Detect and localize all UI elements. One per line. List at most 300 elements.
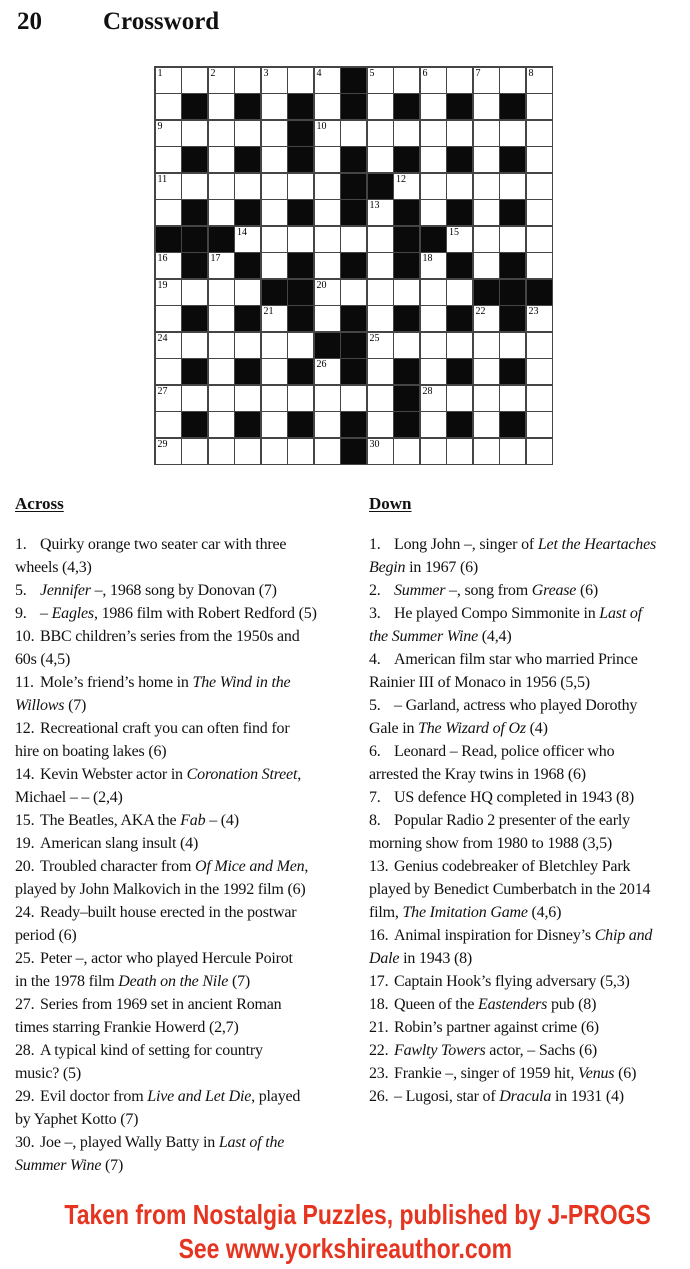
- grid-cell[interactable]: [209, 253, 234, 278]
- grid-cell-number: 19: [157, 279, 168, 291]
- clue-line: 8. Popular Radio 2 presenter of the early: [369, 809, 689, 832]
- grid-cell[interactable]: [341, 280, 366, 305]
- grid-cell-number: 20: [316, 279, 327, 291]
- grid-cell[interactable]: [235, 174, 260, 199]
- grid-cell-number: 30: [369, 438, 380, 450]
- grid-cell[interactable]: [368, 68, 393, 93]
- clue-number: 24.: [15, 904, 35, 921]
- grid-cell-number: 5: [369, 67, 375, 79]
- grid-cell[interactable]: [235, 227, 260, 252]
- clue-number: 18.: [369, 996, 389, 1013]
- clue-number: 5.: [369, 697, 381, 714]
- grid-cell[interactable]: [235, 280, 260, 305]
- clue-line: morning show from 1980 to 1988 (3,5): [369, 835, 613, 852]
- grid-cell[interactable]: [447, 333, 472, 358]
- grid-cell-black: [235, 412, 260, 437]
- grid-cell-black: [235, 94, 260, 119]
- grid-cell[interactable]: [368, 94, 393, 119]
- grid-cell[interactable]: [262, 200, 287, 225]
- clue-line: Willows (7): [15, 697, 87, 714]
- grid-cell[interactable]: [394, 174, 419, 199]
- grid-cell[interactable]: [421, 280, 446, 305]
- grid-cell-number: 7: [475, 67, 481, 79]
- across-column: [15, 494, 367, 1177]
- clue-line: 11. Mole’s friend’s home in The Wind in the: [15, 671, 367, 694]
- grid-cell[interactable]: [262, 68, 287, 93]
- grid-cell-black: [235, 200, 260, 225]
- grid-cell-black: [394, 200, 419, 225]
- clue-across-12: [15, 717, 367, 763]
- grid-cell[interactable]: [394, 68, 419, 93]
- grid-cell[interactable]: [474, 227, 499, 252]
- grid-cell[interactable]: [315, 306, 340, 331]
- grid-cell-black: [288, 412, 313, 437]
- grid-cell[interactable]: [315, 68, 340, 93]
- grid-cell[interactable]: [527, 333, 552, 358]
- grid-cell-black: [447, 412, 472, 437]
- grid-cell-black: [288, 280, 313, 305]
- grid-cell-number: 3: [263, 67, 269, 79]
- clue-number: 22.: [369, 1042, 389, 1059]
- page-footer: [0, 1198, 690, 1266]
- grid-cell[interactable]: [182, 386, 207, 411]
- grid-cell[interactable]: [474, 174, 499, 199]
- grid-cell[interactable]: [474, 94, 499, 119]
- grid-cell-black: [341, 306, 366, 331]
- grid-cell[interactable]: [368, 227, 393, 252]
- grid-cell-number: 10: [316, 120, 327, 132]
- clue-down-4: [369, 648, 689, 694]
- clue-line: 1. Quirky orange two seater car with three: [15, 533, 367, 556]
- grid-cell[interactable]: [421, 147, 446, 172]
- grid-cell[interactable]: [421, 253, 446, 278]
- grid-cell[interactable]: [447, 227, 472, 252]
- grid-cell-number: 6: [422, 67, 428, 79]
- clue-across-30: [15, 1131, 367, 1177]
- grid-cell[interactable]: [500, 386, 525, 411]
- grid-cell[interactable]: [156, 253, 181, 278]
- grid-cell[interactable]: [156, 359, 181, 384]
- clue-line: 13. Genius codebreaker of Bletchley Park: [369, 855, 689, 878]
- grid-cell-black: [341, 200, 366, 225]
- grid-cell[interactable]: [262, 121, 287, 146]
- grid-cell[interactable]: [209, 200, 234, 225]
- clue-line: played by Benedict Cumberbatch in the 2014: [369, 881, 651, 898]
- clue-line: 10. BBC children’s series from the 1950s and: [15, 625, 367, 648]
- grid-cell[interactable]: [421, 359, 446, 384]
- grid-cell[interactable]: [262, 333, 287, 358]
- grid-cell[interactable]: [209, 68, 234, 93]
- page-number: 20: [17, 8, 42, 35]
- grid-cell[interactable]: [474, 200, 499, 225]
- grid-cell[interactable]: [156, 200, 181, 225]
- grid-cell[interactable]: [182, 121, 207, 146]
- grid-cell-black: [182, 200, 207, 225]
- grid-cell-black: [341, 359, 366, 384]
- clue-line: 27. Series from 1969 set in ancient Roman: [15, 993, 367, 1016]
- clue-line: Summer Wine (7): [15, 1157, 124, 1174]
- clue-number: 6.: [369, 743, 381, 760]
- grid-cell[interactable]: [527, 68, 552, 93]
- grid-cell-black: [182, 94, 207, 119]
- grid-cell[interactable]: [156, 439, 181, 464]
- grid-cell[interactable]: [156, 280, 181, 305]
- grid-cell[interactable]: [500, 333, 525, 358]
- grid-cell[interactable]: [209, 439, 234, 464]
- clue-number: 5.: [15, 582, 27, 599]
- grid-cell-black: [341, 174, 366, 199]
- clue-down-3: [369, 602, 689, 648]
- grid-cell[interactable]: [368, 147, 393, 172]
- clue-number: 27.: [15, 996, 35, 1013]
- grid-cell[interactable]: [394, 280, 419, 305]
- grid-cell-number: 23: [528, 306, 539, 317]
- grid-cell[interactable]: [156, 386, 181, 411]
- grid-cell[interactable]: [447, 174, 472, 199]
- grid-cell[interactable]: [527, 200, 552, 225]
- grid-cell[interactable]: [315, 359, 340, 384]
- grid-cell[interactable]: [182, 174, 207, 199]
- grid-cell[interactable]: [315, 94, 340, 119]
- grid-cell-black: [394, 253, 419, 278]
- grid-cell[interactable]: [182, 280, 207, 305]
- grid-cell[interactable]: [447, 439, 472, 464]
- grid-cell[interactable]: [288, 439, 313, 464]
- grid-cell[interactable]: [262, 227, 287, 252]
- clue-line: 26. – Lugosi, star of Dracula in 1931 (4): [369, 1085, 689, 1108]
- grid-cell[interactable]: [341, 121, 366, 146]
- clue-number: 9.: [15, 605, 27, 622]
- grid-cell[interactable]: [341, 227, 366, 252]
- clue-number: 10.: [15, 628, 35, 645]
- grid-cell-black: [394, 147, 419, 172]
- grid-cell[interactable]: [474, 147, 499, 172]
- grid-cell[interactable]: [527, 94, 552, 119]
- clue-line: 29. Evil doctor from Live and Let Die, played: [15, 1085, 367, 1108]
- grid-cell-black: [394, 412, 419, 437]
- grid-cell-black: [156, 227, 181, 252]
- clue-down-18: [369, 993, 689, 1016]
- clue-line: 5. Jennifer –, 1968 song by Donovan (7): [15, 579, 367, 602]
- clue-line: by Yaphet Kotto (7): [15, 1111, 139, 1128]
- grid-cell[interactable]: [209, 412, 234, 437]
- clue-line: 4. American film star who married Prince: [369, 648, 689, 671]
- grid-cell[interactable]: [156, 174, 181, 199]
- clue-number: 12.: [15, 720, 35, 737]
- clue-number: 4.: [369, 651, 381, 668]
- clue-line: 19. American slang insult (4): [15, 832, 367, 855]
- grid-cell-black: [288, 94, 313, 119]
- clue-across-29: [15, 1085, 367, 1131]
- grid-cell-number: 17: [210, 253, 221, 264]
- grid-cell[interactable]: [474, 306, 499, 331]
- grid-cell-black: [500, 200, 525, 225]
- grid-cell-number: 1: [157, 67, 163, 79]
- clue-down-8: [369, 809, 689, 855]
- grid-cell[interactable]: [209, 94, 234, 119]
- grid-cell[interactable]: [156, 412, 181, 437]
- grid-cell[interactable]: [315, 412, 340, 437]
- footer-attribution: Taken from Nostalgia Puzzles, published by J-PROGS: [64, 1199, 651, 1230]
- grid-cell[interactable]: [315, 439, 340, 464]
- grid-cell[interactable]: [500, 227, 525, 252]
- grid-cell-black: [341, 147, 366, 172]
- grid-cell[interactable]: [500, 121, 525, 146]
- grid-cell-black: [394, 306, 419, 331]
- grid-cell[interactable]: [315, 174, 340, 199]
- grid-cell[interactable]: [500, 68, 525, 93]
- grid-cell[interactable]: [156, 68, 181, 93]
- grid-cell[interactable]: [315, 386, 340, 411]
- grid-cell[interactable]: [262, 412, 287, 437]
- grid-cell-black: [394, 227, 419, 252]
- clue-line: 25. Peter –, actor who played Hercule Poirot: [15, 947, 367, 970]
- grid-cell[interactable]: [527, 174, 552, 199]
- clue-across-20: [15, 855, 367, 901]
- grid-cell[interactable]: [209, 306, 234, 331]
- clue-across-19: [15, 832, 367, 855]
- clue-line: 22. Fawlty Towers actor, – Sachs (6): [369, 1039, 689, 1062]
- grid-cell[interactable]: [262, 174, 287, 199]
- grid-cell-number: 9: [157, 120, 163, 132]
- down-heading: Down: [369, 494, 412, 513]
- grid-cell[interactable]: [500, 174, 525, 199]
- grid-cell[interactable]: [235, 121, 260, 146]
- grid-cell-black: [447, 306, 472, 331]
- grid-cell[interactable]: [209, 333, 234, 358]
- clue-across-27: [15, 993, 367, 1039]
- clue-across-24: [15, 901, 367, 947]
- grid-cell-black: [500, 359, 525, 384]
- clue-line: 15. The Beatles, AKA the Fab – (4): [15, 809, 367, 832]
- grid-cell[interactable]: [156, 121, 181, 146]
- grid-cell[interactable]: [527, 386, 552, 411]
- grid-cell[interactable]: [368, 386, 393, 411]
- grid-cell-black: [288, 306, 313, 331]
- grid-cell[interactable]: [315, 280, 340, 305]
- grid-cell[interactable]: [421, 306, 446, 331]
- clue-across-1: [15, 533, 367, 579]
- clue-number: 26.: [369, 1088, 389, 1105]
- grid-cell[interactable]: [156, 333, 181, 358]
- grid-cell[interactable]: [368, 200, 393, 225]
- grid-cell-black: [262, 280, 287, 305]
- grid-cell[interactable]: [368, 121, 393, 146]
- clue-number: 25.: [15, 950, 35, 967]
- clue-down-1: [369, 533, 689, 579]
- grid-cell[interactable]: [235, 333, 260, 358]
- grid-cell[interactable]: [527, 227, 552, 252]
- grid-cell-black: [288, 359, 313, 384]
- grid-cell[interactable]: [209, 386, 234, 411]
- grid-cell[interactable]: [421, 412, 446, 437]
- grid-cell[interactable]: [527, 121, 552, 146]
- grid-cell-number: 26: [316, 359, 327, 370]
- clue-number: 2.: [369, 582, 381, 599]
- grid-cell[interactable]: [156, 306, 181, 331]
- grid-cell[interactable]: [474, 386, 499, 411]
- clue-line: 14. Kevin Webster actor in Coronation Street,: [15, 763, 367, 786]
- grid-cell[interactable]: [447, 121, 472, 146]
- grid-cell[interactable]: [368, 359, 393, 384]
- grid-cell[interactable]: [262, 253, 287, 278]
- grid-cell[interactable]: [500, 439, 525, 464]
- grid-cell[interactable]: [368, 439, 393, 464]
- grid-cell[interactable]: [368, 412, 393, 437]
- grid-cell[interactable]: [209, 147, 234, 172]
- clue-line: 3. He played Compo Simmonite in Last of: [369, 602, 689, 625]
- grid-cell[interactable]: [262, 147, 287, 172]
- grid-cell[interactable]: [235, 386, 260, 411]
- grid-cell[interactable]: [368, 306, 393, 331]
- clue-line: Michael – – (2,4): [15, 789, 123, 806]
- grid-cell[interactable]: [315, 121, 340, 146]
- grid-cell[interactable]: [421, 333, 446, 358]
- grid-cell-black: [209, 227, 234, 252]
- grid-cell[interactable]: [156, 94, 181, 119]
- grid-cell[interactable]: [368, 253, 393, 278]
- grid-cell-black: [341, 68, 366, 93]
- clue-line: music? (5): [15, 1065, 81, 1082]
- clue-across-11: [15, 671, 367, 717]
- clue-line: 2. Summer –, song from Grease (6): [369, 579, 689, 602]
- grid-cell[interactable]: [368, 280, 393, 305]
- grid-cell[interactable]: [288, 386, 313, 411]
- clue-down-2: [369, 579, 689, 602]
- clue-number: 14.: [15, 766, 35, 783]
- grid-cell[interactable]: [527, 412, 552, 437]
- grid-cell[interactable]: [262, 439, 287, 464]
- grid-cell[interactable]: [447, 68, 472, 93]
- grid-cell[interactable]: [209, 280, 234, 305]
- grid-cell-black: [527, 280, 552, 305]
- grid-cell[interactable]: [394, 121, 419, 146]
- clue-down-23: [369, 1062, 689, 1085]
- grid-cell[interactable]: [474, 121, 499, 146]
- clue-down-16: [369, 924, 689, 970]
- clue-line: 60s (4,5): [15, 651, 71, 668]
- grid-cell[interactable]: [474, 359, 499, 384]
- grid-cell[interactable]: [527, 147, 552, 172]
- grid-cell[interactable]: [474, 333, 499, 358]
- grid-cell[interactable]: [421, 68, 446, 93]
- grid-cell[interactable]: [262, 306, 287, 331]
- grid-cell[interactable]: [262, 386, 287, 411]
- grid-cell-black: [182, 253, 207, 278]
- clue-across-14: [15, 763, 367, 809]
- clue-line: Begin in 1967 (6): [369, 559, 479, 576]
- grid-cell-black: [368, 174, 393, 199]
- grid-cell[interactable]: [341, 386, 366, 411]
- clue-line: 18. Queen of the Eastenders pub (8): [369, 993, 689, 1016]
- grid-cell[interactable]: [235, 439, 260, 464]
- grid-cell[interactable]: [235, 68, 260, 93]
- grid-cell[interactable]: [182, 333, 207, 358]
- grid-cell-number: 11: [157, 173, 168, 185]
- clue-number: 19.: [15, 835, 35, 852]
- grid-cell[interactable]: [527, 439, 552, 464]
- grid-cell[interactable]: [182, 439, 207, 464]
- grid-cell-black: [182, 306, 207, 331]
- grid-cell[interactable]: [474, 68, 499, 93]
- grid-cell[interactable]: [421, 439, 446, 464]
- clue-line: 30. Joe –, played Wally Batty in Last of the: [15, 1131, 367, 1154]
- clue-line: arrested the Kray twins in 1968 (6): [369, 766, 586, 783]
- grid-cell[interactable]: [421, 386, 446, 411]
- grid-cell-number: 22: [475, 306, 486, 317]
- grid-cell[interactable]: [156, 147, 181, 172]
- grid-cell[interactable]: [288, 227, 313, 252]
- clue-number: 21.: [369, 1019, 389, 1036]
- grid-cell[interactable]: [394, 439, 419, 464]
- grid-cell-black: [341, 412, 366, 437]
- grid-cell[interactable]: [368, 333, 393, 358]
- grid-cell[interactable]: [421, 94, 446, 119]
- grid-cell-black: [500, 306, 525, 331]
- grid-cell[interactable]: [474, 439, 499, 464]
- grid-cell[interactable]: [315, 147, 340, 172]
- grid-cell-black: [447, 200, 472, 225]
- clue-number: 16.: [369, 927, 389, 944]
- grid-cell[interactable]: [474, 253, 499, 278]
- grid-cell[interactable]: [447, 386, 472, 411]
- clue-line: 6. Leonard – Read, police officer who: [369, 740, 689, 763]
- grid-cell-black: [500, 147, 525, 172]
- crossword-grid: [154, 66, 553, 465]
- clue-line: played by John Malkovich in the 1992 film (6): [15, 881, 306, 898]
- clue-line: 12. Recreational craft you can often find for: [15, 717, 367, 740]
- grid-cell[interactable]: [394, 333, 419, 358]
- clue-number: 3.: [369, 605, 381, 622]
- grid-cell[interactable]: [474, 412, 499, 437]
- clue-number: 15.: [15, 812, 35, 829]
- across-heading: Across: [15, 494, 64, 513]
- grid-cell[interactable]: [209, 359, 234, 384]
- grid-cell[interactable]: [262, 359, 287, 384]
- grid-cell[interactable]: [527, 359, 552, 384]
- across-clue-list: [15, 533, 367, 1177]
- grid-cell[interactable]: [209, 121, 234, 146]
- clue-across-10: [15, 625, 367, 671]
- clue-number: 7.: [369, 789, 381, 806]
- clue-line: 9. – Eagles, 1986 film with Robert Redford (5): [15, 602, 367, 625]
- grid-cell[interactable]: [182, 68, 207, 93]
- grid-cell[interactable]: [288, 333, 313, 358]
- grid-cell-black: [182, 147, 207, 172]
- clue-line: 1. Long John –, singer of Let the Heartaches: [369, 533, 689, 556]
- grid-cell-number: 8: [528, 67, 534, 79]
- grid-cell[interactable]: [209, 174, 234, 199]
- grid-cell[interactable]: [288, 68, 313, 93]
- grid-cell[interactable]: [421, 174, 446, 199]
- grid-cell-number: 21: [263, 306, 274, 317]
- grid-cell[interactable]: [288, 174, 313, 199]
- grid-cell[interactable]: [421, 200, 446, 225]
- grid-cell[interactable]: [527, 253, 552, 278]
- clue-line: 21. Robin’s partner against crime (6): [369, 1016, 689, 1039]
- grid-cell-black: [500, 280, 525, 305]
- page-header: [17, 8, 220, 36]
- grid-cell[interactable]: [527, 306, 552, 331]
- grid-cell-black: [394, 386, 419, 411]
- grid-cell[interactable]: [315, 227, 340, 252]
- grid-cell[interactable]: [315, 200, 340, 225]
- grid-cell[interactable]: [315, 253, 340, 278]
- grid-cell[interactable]: [262, 94, 287, 119]
- grid-cell-black: [394, 359, 419, 384]
- grid-cell[interactable]: [447, 280, 472, 305]
- grid-cell[interactable]: [421, 121, 446, 146]
